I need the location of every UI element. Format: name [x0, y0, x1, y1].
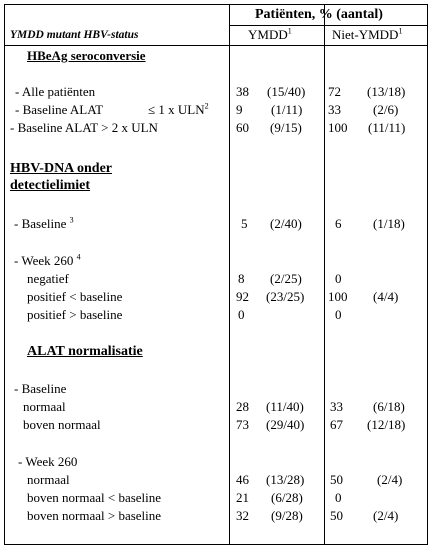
ymdd-count: (15/40) — [267, 84, 306, 99]
row-label-suffix: ≤ 1 x ULN$^2$ — [148, 101, 209, 117]
row-label-alat-week260: - Week 260 — [18, 454, 78, 469]
niet-ymdd-pct: 6 — [335, 216, 342, 231]
column-divider-2 — [324, 5, 325, 544]
row-label: negatief — [27, 271, 69, 286]
row-label: normaal — [27, 472, 70, 487]
section-alat-title: ALAT normalisatie — [27, 344, 143, 359]
ymdd-pct: 21 — [236, 490, 249, 505]
ymdd-count: (29/40) — [266, 417, 305, 432]
ymdd-pct: 9 — [236, 102, 243, 117]
ymdd-pct: 38 — [236, 84, 249, 99]
ymdd-count: (2/25) — [270, 271, 302, 286]
section-hbv-title-line2: detectielimiet — [10, 178, 91, 193]
ymdd-pct: 28 — [236, 399, 249, 414]
niet-ymdd-count: (2/4) — [377, 472, 403, 487]
niet-ymdd-pct: 33 — [330, 399, 343, 414]
column-divider-1 — [229, 5, 230, 544]
niet-ymdd-count: (6/18) — [373, 399, 405, 414]
ymdd-pct: 5 — [241, 216, 248, 231]
header-subdivider — [229, 25, 427, 26]
row-label: - Alle patiënten — [15, 84, 96, 99]
niet-ymdd-pct: 67 — [330, 417, 343, 432]
niet-ymdd-pct: 0 — [335, 490, 342, 505]
section-hbv-title-line1: HBV-DNA onder — [10, 161, 113, 176]
niet-ymdd-pct: 50 — [330, 508, 343, 523]
row-label: boven normaal < baseline — [27, 490, 162, 505]
results-table — [4, 4, 428, 545]
ymdd-count: (13/28) — [266, 472, 305, 487]
ymdd-pct: 8 — [238, 271, 245, 286]
niet-ymdd-pct: 50 — [330, 472, 343, 487]
row-label: - Baseline $^3$ — [14, 215, 74, 231]
ymdd-pct: 73 — [236, 417, 249, 432]
ymdd-count: (1/11) — [271, 102, 303, 117]
row-label: boven normaal > baseline — [27, 508, 162, 523]
row-label: - Baseline ALAT > 2 x ULN — [10, 120, 158, 135]
header-bottom-border — [5, 45, 427, 46]
ymdd-count: (11/40) — [266, 399, 304, 414]
niet-ymdd-count: (2/4) — [373, 508, 399, 523]
ymdd-count: (9/28) — [271, 508, 303, 523]
niet-ymdd-count: (2/6) — [373, 102, 399, 117]
ymdd-pct: 32 — [236, 508, 249, 523]
niet-ymdd-pct: 33 — [328, 102, 341, 117]
ymdd-count: (23/25) — [266, 289, 305, 304]
header-niet-ymdd: Niet-YMDD$^1$ — [332, 26, 403, 42]
header-patients: Patiënten, % (aantal) — [255, 7, 383, 22]
row-label: positief > baseline — [27, 307, 123, 322]
row-label: - Baseline ALAT — [15, 102, 104, 117]
header-mutant-status: YMDD mutant HBV-status — [10, 29, 139, 41]
niet-ymdd-count: (13/18) — [367, 84, 406, 99]
niet-ymdd-count: (11/11) — [368, 120, 406, 135]
row-label-alat-baseline: - Baseline — [14, 381, 67, 396]
ymdd-count: (6/28) — [271, 490, 303, 505]
niet-ymdd-count: (12/18) — [367, 417, 406, 432]
niet-ymdd-count: (4/4) — [373, 289, 399, 304]
ymdd-count: (2/40) — [270, 216, 302, 231]
ymdd-pct: 60 — [236, 120, 249, 135]
row-label-week260: - Week 260 $^4$ — [14, 252, 81, 268]
ymdd-pct: 0 — [238, 307, 245, 322]
section-hbeag-title: HBeAg seroconversie — [27, 48, 146, 63]
niet-ymdd-pct: 72 — [328, 84, 341, 99]
row-label: boven normaal — [23, 417, 101, 432]
niet-ymdd-count: (1/18) — [373, 216, 405, 231]
niet-ymdd-pct: 100 — [328, 289, 348, 304]
niet-ymdd-pct: 100 — [328, 120, 348, 135]
row-label: normaal — [23, 399, 66, 414]
niet-ymdd-pct: 0 — [335, 307, 342, 322]
ymdd-pct: 46 — [236, 472, 249, 487]
ymdd-pct: 92 — [236, 289, 249, 304]
niet-ymdd-pct: 0 — [335, 271, 342, 286]
row-label: positief < baseline — [27, 289, 123, 304]
ymdd-count: (9/15) — [270, 120, 302, 135]
header-ymdd: YMDD$^1$ — [248, 26, 292, 42]
